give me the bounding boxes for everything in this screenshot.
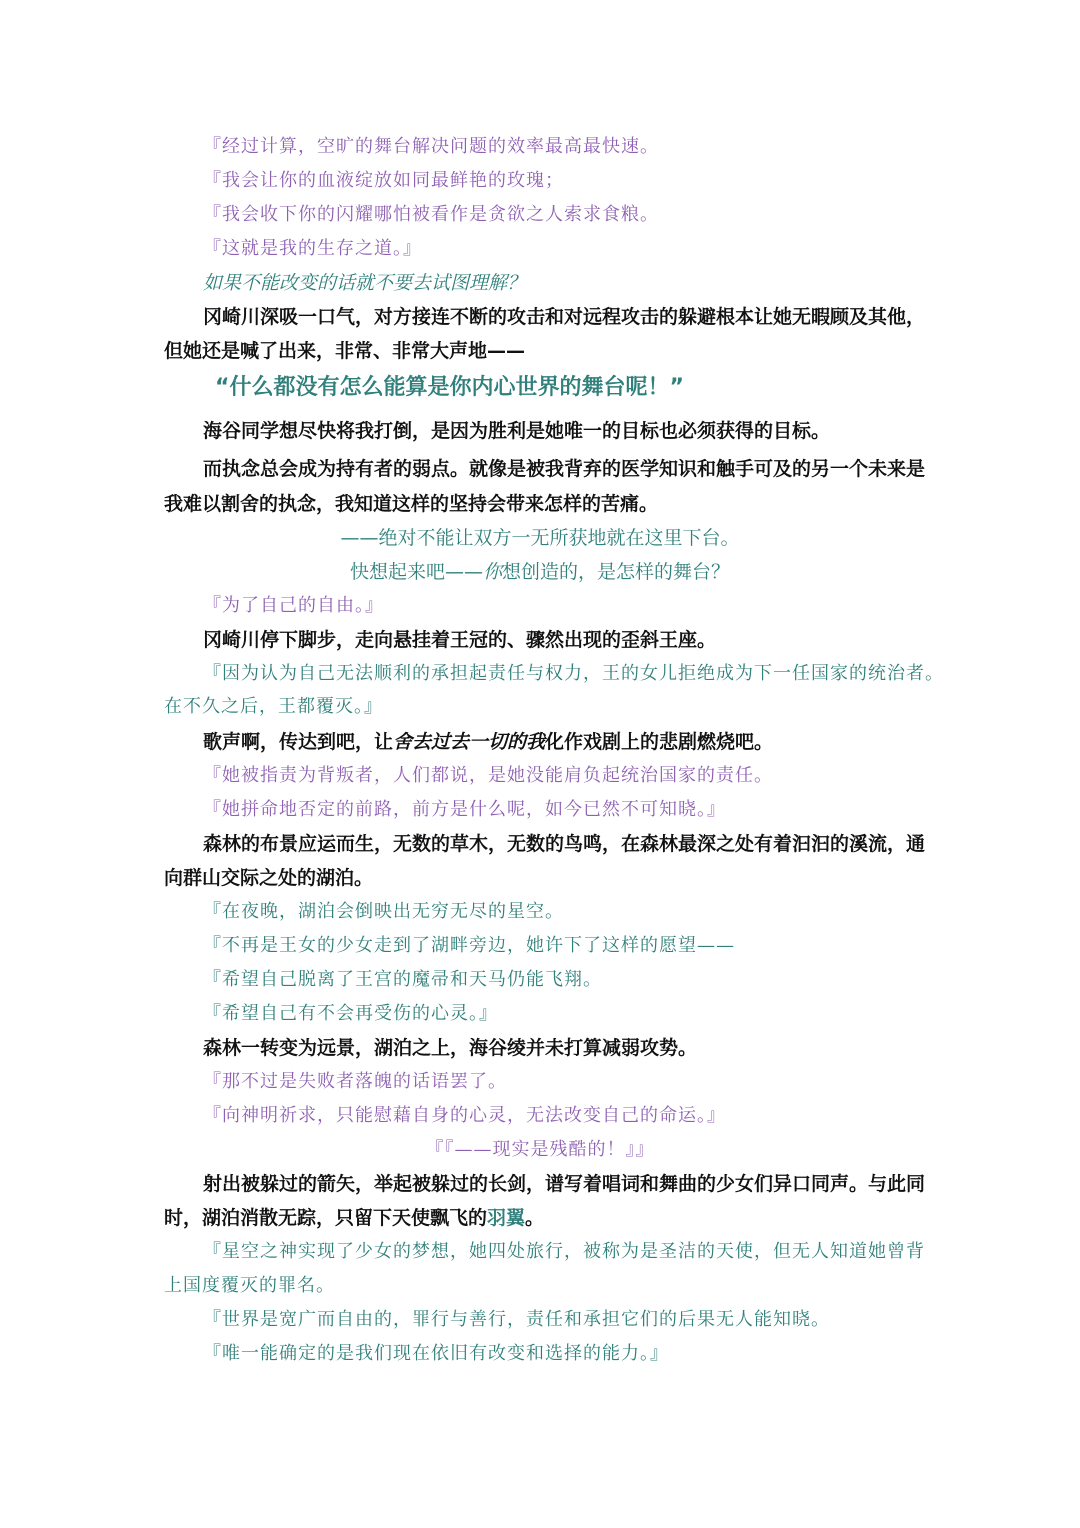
shout-line: “什么都没有怎么能算是你内心世界的舞台呢！” xyxy=(215,375,684,400)
narration xyxy=(0,1201,1080,1235)
song-line: 『我会让你的血液绽放如同最鲜艳的玫瑰； xyxy=(203,170,564,191)
narration: 我难以割舍的执念，我知道这样的坚持会带来怎样的苦痛。 xyxy=(164,493,659,515)
narration-part: 时，湖泊消散无踪，只留下天使飘飞的 xyxy=(164,1207,488,1229)
narration xyxy=(0,725,1080,759)
song-line: 『在夜晚，湖泊会倒映出无穷无尽的星空。 xyxy=(203,901,564,922)
song-line: 上国度覆灭的罪名。 xyxy=(164,1275,335,1296)
song-line: 『那不过是失败者落魄的话语罢了。 xyxy=(203,1071,507,1092)
narration: 森林一转变为远景，湖泊之上，海谷绫并未打算减弱攻势。 xyxy=(203,1037,698,1059)
narration: 向群山交际之处的湖泊。 xyxy=(164,867,374,889)
narration: 冈崎川深吸一口气，对方接连不断的攻击和对远程攻击的躲避根本让她无暇顾及其他， xyxy=(203,306,926,328)
song-line: 『这就是我的生存之道。』 xyxy=(203,238,422,259)
song-line: 『经过计算，空旷的舞台解决问题的效率最高最快速。 xyxy=(203,136,659,157)
song-line: 『她被指责为背叛者，人们都说，是她没能肩负起统治国家的责任。 xyxy=(203,765,773,786)
song-line: 『世界是宽广而自由的，罪行与善行，责任和承担它们的后果无人能知晓。 xyxy=(203,1309,830,1330)
song-line: 『希望自己脱离了王宫的魔帚和天马仍能飞翔。 xyxy=(203,969,602,990)
narration-part: 歌声啊，传达到吧，让 xyxy=(203,731,394,753)
song-line: 『向神明祈求，只能慰藉自身的心灵，无法改变自己的命运。』 xyxy=(203,1105,726,1126)
song-line: 『唯一能确定的是我们现在依旧有改变和选择的能力。』 xyxy=(203,1343,669,1364)
centered-thought: ——绝对不能让双方一无所获地就在这里下台。 xyxy=(340,527,740,549)
song-line: 『为了自己的自由。』 xyxy=(203,595,384,616)
song-line: 『星空之神实现了少女的梦想，她四处旅行，被称为是圣洁的天使，但无人知道她曾背 xyxy=(203,1241,925,1262)
song-line: 『我会收下你的闪耀哪怕被看作是贪欲之人索求食粮。 xyxy=(203,204,659,225)
thought-part: 快想起来吧—— xyxy=(349,561,483,583)
thought-part: 想创造的，是怎样的舞台？ xyxy=(502,561,731,583)
song-line: 在不久之后，王都覆灭。』 xyxy=(164,696,383,717)
thought-emphasis: 你 xyxy=(482,561,502,583)
song-line: 『她拼命地否定的前路，前方是什么呢，如今已然不可知晓。』 xyxy=(203,799,726,820)
narration: 而执念总会成为持有者的弱点。就像是被我背弃的医学知识和触手可及的另一个未来是 xyxy=(203,458,926,480)
inner-thought: 如果不能改变的话就不要去试图理解？ xyxy=(203,272,527,294)
narration: 冈崎川停下脚步，走向悬挂着王冠的、骤然出现的歪斜王座。 xyxy=(203,629,717,651)
narration-emphasis: 舍去过去一切的我 xyxy=(393,731,546,753)
chorus-line: 『『——现实是残酷的！』』 xyxy=(425,1139,655,1160)
song-line: 『因为认为自己无法顺利的承担起责任与权力，王的女儿拒绝成为下一任国家的统治者。 xyxy=(203,663,944,684)
narration-part: 化作戏剧上的悲剧燃烧吧。 xyxy=(545,731,774,753)
song-line: 『希望自己有不会再受伤的心灵。』 xyxy=(203,1003,498,1024)
narration: 射出被躲过的箭矢，举起被躲过的长剑，谱写着唱词和舞曲的少女们异口同声。与此同 xyxy=(203,1173,926,1195)
song-line: 『不再是王女的少女走到了湖畔旁边，她许下了这样的愿望—— xyxy=(203,935,735,956)
centered-thought xyxy=(0,555,1080,589)
narration: 森林的布景应运而生，无数的草木，无数的鸟鸣，在森林最深之处有着汩汩的溪流，通 xyxy=(203,833,926,855)
narration-part: 。 xyxy=(525,1207,545,1229)
narration: 但她还是喊了出来，非常、非常大声地—— xyxy=(164,340,526,362)
narration: 海谷同学想尽快将我打倒，是因为胜利是她唯一的目标也必须获得的目标。 xyxy=(203,420,831,442)
narration-highlight: 羽翼 xyxy=(487,1207,526,1229)
